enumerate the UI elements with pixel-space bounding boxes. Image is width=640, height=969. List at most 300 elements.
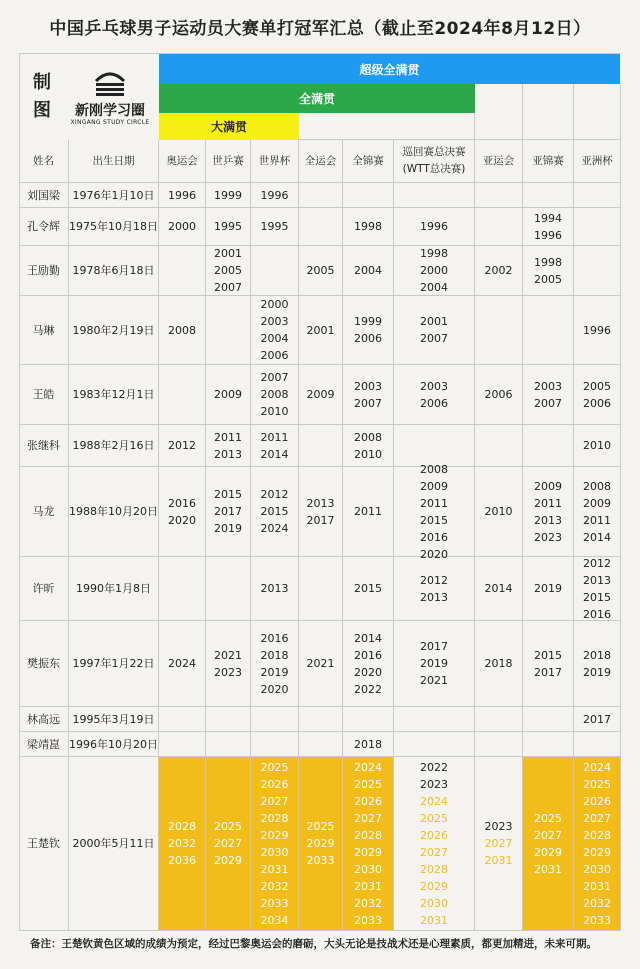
title-cell-national-games: [299, 365, 343, 425]
title-year: 2019: [260, 665, 289, 679]
title-year: 2012: [420, 573, 448, 587]
title-year: 2030: [583, 862, 611, 876]
title-year: 2024: [168, 657, 196, 670]
title-years: [420, 313, 448, 347]
title-year: 2033: [306, 854, 335, 867]
header-label-line: 巡回赛总决赛: [402, 146, 466, 158]
title-cell-olympics: [159, 757, 206, 931]
title-year: 2009: [306, 388, 335, 401]
title-cell-world-cup: [251, 757, 299, 931]
title-year: 2015: [260, 505, 289, 518]
title-year: 2025: [260, 760, 289, 774]
title-year: 2025: [214, 820, 242, 833]
title-cell-wttc: [206, 732, 251, 757]
title-year: 2027: [214, 837, 242, 850]
title-cell-olympics: [159, 707, 206, 732]
title-year: 2005: [214, 264, 242, 277]
title-year: 2014: [583, 530, 611, 544]
title-cell-tour-finals: [394, 296, 475, 365]
title-cell-national-championships: [343, 757, 394, 931]
logo-label-line2: 图: [33, 100, 51, 121]
title-year: 2034: [260, 913, 289, 927]
header-birth: [69, 140, 159, 183]
band-grand-slam: 大满贯: [159, 113, 299, 140]
title-year: 2024: [260, 522, 289, 535]
title-year: 1994: [534, 211, 562, 225]
title-cell-world-cup: [251, 365, 299, 425]
birth-date: 1975年10月18日: [69, 220, 158, 233]
title-years: [485, 580, 513, 597]
title-year: 2013: [583, 573, 611, 587]
title-year: 2016: [260, 631, 289, 645]
title-cell-olympics: [159, 425, 206, 467]
title-year: 2016: [420, 530, 448, 544]
title-years: [583, 437, 611, 454]
title-cell-national-games: [299, 425, 343, 467]
title-cell-wttc: [206, 296, 251, 365]
title-year: 2013: [260, 582, 289, 595]
title-year: 2011: [420, 496, 448, 510]
title-year: 2011: [354, 505, 382, 518]
birth-date-cell: [69, 365, 159, 425]
birth-date: 1996年10月20日: [69, 737, 158, 751]
title-cell-olympics: [159, 732, 206, 757]
title-year: 2008: [583, 479, 611, 493]
player-name: 王楚钦: [27, 837, 60, 850]
birth-date: 1990年1月8日: [76, 582, 151, 595]
title-year: 2027: [260, 794, 289, 808]
player-name-cell: [19, 621, 69, 707]
title-year: 2032: [354, 896, 382, 910]
title-year: 2028: [420, 862, 448, 876]
title-years: [168, 322, 196, 339]
title-cell-asian-championships: [523, 557, 574, 621]
title-years: [485, 386, 513, 403]
title-cell-asian-games: [475, 365, 523, 425]
title-cell-asian-championships: [523, 365, 574, 425]
title-year: 2026: [354, 794, 382, 808]
title-cell-wttc: [206, 621, 251, 707]
player-name: 梁靖崑: [27, 737, 60, 751]
title-year: 2026: [260, 777, 289, 791]
title-year: 1998: [534, 255, 562, 269]
title-cell-national-championships: [343, 208, 394, 246]
title-cell-national-championships: [343, 183, 394, 208]
title-year: 2033: [583, 913, 611, 927]
title-year: 1996: [260, 188, 289, 202]
title-cell-national-games: [299, 246, 343, 296]
title-years: [534, 810, 562, 878]
player-name: 张继科: [27, 439, 60, 452]
title-cell-asian-championships: [523, 183, 574, 208]
title-years: [168, 818, 196, 869]
title-cell-asian-cup: [574, 365, 621, 425]
title-year: 2003: [534, 379, 562, 393]
header-label-line: 亚锦赛: [532, 154, 564, 167]
header-label: [305, 153, 337, 170]
title-years: [261, 296, 289, 364]
player-name-cell: [19, 183, 69, 208]
title-year: 2006: [583, 396, 611, 410]
title-years: [168, 495, 196, 529]
title-cell-national-games: [299, 557, 343, 621]
title-year: 2028: [354, 828, 382, 842]
title-year: 2020: [260, 682, 289, 696]
title-cell-national-championships: [343, 557, 394, 621]
title-year: 2009: [583, 496, 611, 510]
title-year: 1996: [583, 323, 611, 337]
title-year: 2021: [214, 648, 242, 662]
title-cell-national-games: [299, 467, 343, 557]
title-cell-asian-games: [475, 732, 523, 757]
band-empty-cell: [299, 113, 475, 140]
title-year: 2014: [354, 631, 382, 645]
header-national-games: [299, 140, 343, 183]
title-cell-olympics: [159, 208, 206, 246]
header-label: [532, 153, 564, 170]
birth-date: 1976年1月10日: [72, 188, 155, 202]
title-year: 2024: [583, 760, 611, 774]
logo-icon: [92, 67, 128, 97]
title-year: 2027: [583, 811, 611, 825]
title-year: 2027: [420, 845, 448, 859]
title-year: 2016: [583, 607, 611, 621]
title-year: 2032: [583, 896, 611, 910]
title-cell-olympics: [159, 557, 206, 621]
title-year: 2018: [484, 657, 513, 670]
title-cell-asian-cup: [574, 183, 621, 208]
title-year: 2018: [354, 737, 382, 751]
title-year: 2015: [354, 582, 382, 595]
title-cell-olympics: [159, 246, 206, 296]
title-year: 2007: [260, 371, 289, 384]
title-cell-tour-finals: [394, 365, 475, 425]
player-name: 林高远: [27, 712, 60, 726]
title-years: [261, 630, 289, 698]
logo-subtitle: XINGANG STUDY CIRCLE: [70, 119, 150, 126]
title-years: [583, 378, 611, 412]
title-cell-tour-finals: [394, 183, 475, 208]
title-year: 2018: [260, 648, 289, 662]
birth-date: 1988年10月20日: [69, 505, 158, 518]
title-year: 2019: [534, 582, 562, 595]
header-label: [581, 153, 613, 170]
title-cell-asian-cup: [574, 208, 621, 246]
title-year: 2026: [583, 794, 611, 808]
title-year: 2012: [168, 439, 196, 452]
player-name-cell: [19, 557, 69, 621]
title-cell-wttc: [206, 467, 251, 557]
title-cell-world-cup: [251, 296, 299, 365]
title-cell-asian-championships: [523, 621, 574, 707]
title-cell-wttc: [206, 557, 251, 621]
title-years: [307, 322, 335, 339]
title-year: 2016: [354, 648, 382, 662]
title-year: 2013: [306, 496, 335, 510]
header-label: [352, 153, 384, 170]
title-year: 2014: [484, 582, 513, 595]
header-wttc: [206, 140, 251, 183]
title-cell-asian-cup: [574, 621, 621, 707]
title-cell-asian-cup: [574, 557, 621, 621]
player-name-cell: [19, 296, 69, 365]
title-cell-world-cup: [251, 425, 299, 467]
header-label: [212, 153, 244, 170]
title-year: 2007: [354, 396, 382, 410]
title-years: [354, 262, 382, 279]
title-year: 2007: [214, 281, 242, 294]
title-year: 2011: [260, 430, 289, 444]
birth-date-cell: [69, 246, 159, 296]
header-asian-championships: [523, 140, 574, 183]
title-year: 2002: [484, 264, 513, 277]
title-cell-tour-finals: [394, 707, 475, 732]
header-label-line: 出生日期: [92, 154, 135, 167]
title-years: [354, 218, 382, 235]
title-year: 2001: [420, 315, 448, 328]
title-year: 2013: [534, 513, 562, 527]
birth-date: 1995年3月19日: [72, 712, 155, 726]
title-year: 2014: [260, 447, 289, 461]
player-name-cell: [19, 246, 69, 296]
title-year: 2027: [484, 837, 513, 850]
title-cell-world-cup: [251, 208, 299, 246]
title-year: 2015: [214, 488, 242, 501]
title-years: [354, 736, 382, 753]
title-years: [168, 655, 196, 672]
title-cell-tour-finals: [394, 732, 475, 757]
band-empty-cell: [523, 84, 574, 140]
header-national-championships: [343, 140, 394, 183]
title-cell-asian-championships: [523, 467, 574, 557]
title-cell-asian-games: [475, 467, 523, 557]
title-cell-world-cup: [251, 183, 299, 208]
title-year: 2013: [214, 447, 242, 461]
title-year: 2025: [583, 777, 611, 791]
title-year: 2006: [260, 349, 289, 362]
player-name: 刘国梁: [27, 188, 60, 202]
title-year: 2025: [354, 777, 382, 791]
title-cell-asian-games: [475, 621, 523, 707]
title-year: 2003: [260, 315, 289, 328]
logo-area: [19, 53, 159, 140]
title-cell-national-championships: [343, 246, 394, 296]
title-year: 2005: [534, 272, 562, 286]
title-cell-asian-cup: [574, 425, 621, 467]
title-year: 2017: [583, 712, 611, 726]
birth-date: 1980年2月19日: [72, 323, 155, 337]
title-years: [307, 262, 335, 279]
title-year: 2031: [583, 879, 611, 893]
title-year: 2013: [420, 590, 448, 604]
title-cell-wttc: [206, 757, 251, 931]
title-year: 2019: [214, 522, 242, 535]
title-year: 2003: [420, 379, 448, 393]
title-year: 2030: [420, 896, 448, 910]
birth-date: 1978年6月18日: [72, 264, 155, 277]
title-years: [307, 386, 335, 403]
header-label-line: 全锦赛: [352, 154, 384, 167]
title-years: [261, 429, 289, 463]
title-years: [168, 187, 196, 204]
header-label-line: 全运会: [304, 154, 337, 167]
title-cell-asian-championships: [523, 732, 574, 757]
title-years: [168, 218, 196, 235]
title-year: 2001: [214, 247, 242, 260]
title-year: 2023: [534, 530, 562, 544]
title-year: 2008: [260, 388, 289, 401]
player-name: 王皓: [32, 388, 55, 401]
title-years: [214, 647, 242, 681]
title-cell-national-championships: [343, 365, 394, 425]
birth-date-cell: [69, 296, 159, 365]
header-label-line: (WTT总决赛): [402, 163, 466, 175]
title-cell-asian-championships: [523, 296, 574, 365]
title-years: [534, 378, 562, 412]
title-year: 1999: [354, 315, 382, 328]
title-years: [534, 580, 562, 597]
birth-date-cell: [69, 183, 159, 208]
player-name-cell: [19, 732, 69, 757]
page-title: 中国乒乓球男子运动员大赛单打冠军汇总（截止至2024年8月12日）: [49, 19, 591, 39]
title-year: 2015: [420, 513, 448, 527]
birth-date-cell: [69, 707, 159, 732]
title-year: 2029: [214, 854, 242, 867]
title-cell-olympics: [159, 621, 206, 707]
title-years: [261, 580, 289, 597]
title-cell-asian-games: [475, 707, 523, 732]
player-name-cell: [19, 425, 69, 467]
band-super-grand-slam: 超级全满贯: [159, 54, 620, 84]
title-year: 2004: [260, 332, 289, 345]
title-year: 2008: [420, 462, 448, 476]
header-label: [33, 153, 54, 170]
title-year: 2031: [534, 862, 562, 876]
title-years: [354, 313, 382, 347]
title-years: [307, 495, 335, 529]
birth-date: 1997年1月22日: [72, 657, 155, 670]
title-year: 2005: [306, 264, 335, 277]
title-cell-national-games: [299, 757, 343, 931]
title-year: 2022: [354, 682, 382, 696]
title-cell-wttc: [206, 183, 251, 208]
title-cell-national-games: [299, 621, 343, 707]
title-year: 2036: [168, 854, 196, 867]
title-cell-tour-finals: [394, 621, 475, 707]
header-olympics: [159, 140, 206, 183]
title-year: 2010: [354, 447, 382, 461]
title-years: [420, 378, 448, 412]
title-cell-asian-games: [475, 246, 523, 296]
player-name: 马琳: [32, 323, 55, 337]
title-year: 2029: [354, 845, 382, 859]
title-years: [354, 759, 382, 929]
title-years: [354, 580, 382, 597]
title-cell-asian-cup: [574, 246, 621, 296]
title-year: 2029: [420, 879, 448, 893]
title-year: 2025: [534, 811, 562, 825]
birth-date-cell: [69, 557, 159, 621]
title-year: 2001: [306, 323, 335, 337]
title-cell-national-championships: [343, 296, 394, 365]
title-year: 2023: [484, 820, 513, 833]
title-cell-world-cup: [251, 557, 299, 621]
birth-date-cell: [69, 757, 159, 931]
title-cell-tour-finals: [394, 462, 475, 561]
title-cell-tour-finals: [394, 246, 475, 296]
title-cell-world-cup: [251, 467, 299, 557]
title-years: [485, 655, 513, 672]
title-year: 2029: [306, 837, 335, 850]
title-year: 2000: [420, 264, 448, 277]
title-cell-national-games: [299, 183, 343, 208]
title-year: 1996: [534, 228, 562, 242]
title-year: 2007: [534, 396, 562, 410]
title-cell-asian-games: [475, 425, 523, 467]
header-label: [483, 153, 515, 170]
title-year: 2017: [534, 665, 562, 679]
title-year: 2031: [420, 913, 448, 927]
header-asian-games: [475, 140, 523, 183]
birth-date-cell: [69, 208, 159, 246]
title-year: 2011: [583, 513, 611, 527]
title-year: 1995: [260, 220, 289, 233]
player-name-cell: [19, 467, 69, 557]
player-name: 王励勤: [27, 264, 60, 277]
title-years: [485, 262, 513, 279]
title-year: 2025: [306, 820, 335, 833]
player-name: 孔令辉: [27, 220, 60, 233]
title-year: 2011: [214, 430, 242, 444]
title-cell-asian-championships: [523, 246, 574, 296]
header-label: [166, 153, 198, 170]
logo-label: [27, 69, 57, 125]
title-year: 2033: [354, 913, 382, 927]
title-year: 2010: [260, 405, 289, 418]
title-year: 2021: [306, 657, 335, 670]
title-cell-world-cup: [251, 732, 299, 757]
title-year: 2010: [583, 439, 611, 452]
title-year: 2023: [420, 777, 448, 791]
title-cell-world-cup: [251, 621, 299, 707]
title-year: 2004: [354, 264, 382, 277]
title-cell-tour-finals: [394, 557, 475, 621]
title-years: [534, 478, 562, 546]
title-years: [354, 630, 382, 698]
title-year: 2020: [168, 513, 196, 527]
title-years: [214, 429, 242, 463]
header-label-line: 奥运会: [166, 154, 198, 167]
title-year: 2022: [420, 760, 448, 774]
title-cell-asian-games: [475, 208, 523, 246]
title-year: 2026: [420, 828, 448, 842]
title-years: [261, 759, 289, 929]
champions-table: [19, 53, 622, 931]
title-year: 2016: [168, 496, 196, 510]
title-year: 2031: [260, 862, 289, 876]
player-name-cell: [19, 757, 69, 931]
title-year: 2021: [420, 674, 448, 687]
title-cell-asian-championships: [523, 707, 574, 732]
title-year: 2023: [214, 665, 242, 679]
birth-date-cell: [69, 732, 159, 757]
title-years: [214, 386, 242, 403]
title-years: [307, 655, 335, 672]
title-year: 2024: [420, 794, 448, 808]
title-years: [420, 572, 448, 606]
title-cell-wttc: [206, 707, 251, 732]
title-year: 2009: [214, 388, 242, 401]
